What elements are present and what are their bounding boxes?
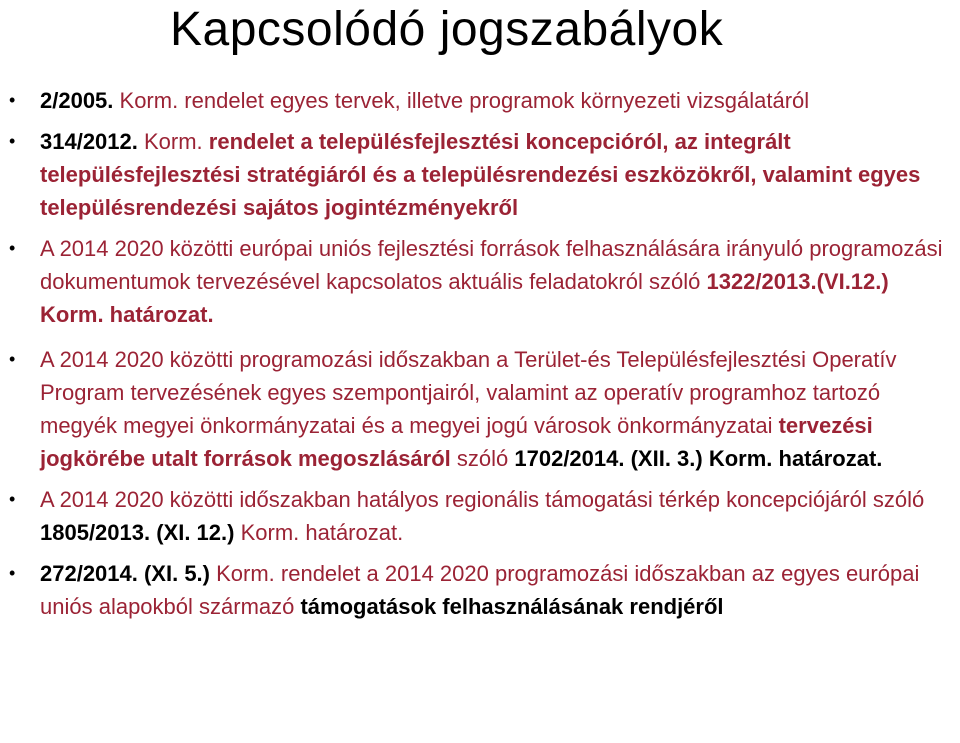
- bullet-icon: •: [9, 90, 16, 110]
- regulation-text: Korm. rendelet a 2014 2020 programozási időszakban az egyes európai uniós alapokból származó: [40, 561, 920, 619]
- regulation-text: Korm.: [137, 129, 209, 154]
- regulation-title: rendelet a településfejlesztési koncepcióról, az integrált településfejlesztési stratégiáról és a településrendezési eszközökről, valamint egyes településrendezési sajátos jogintézményekről: [40, 129, 921, 220]
- regulation-title: támogatások felhasználásának rendjéről: [300, 594, 724, 619]
- list-item: [0, 483, 960, 549]
- bullet-icon: •: [9, 489, 16, 509]
- regulation-text-2: szóló: [450, 446, 515, 471]
- regulation-text-2: Korm. határozat.: [234, 520, 404, 545]
- regulation-title: tervezési jogkörébe utalt források megoszlásáról: [40, 413, 873, 471]
- bullet-icon: •: [9, 131, 16, 151]
- slide-title: Kapcsolódó jogszabályok: [170, 3, 724, 56]
- regulation-number: 272/2014. (XI. 5.): [40, 561, 210, 586]
- regulation-text: Korm. rendelet egyes tervek, illetve programok környezeti vizsgálatáról: [113, 88, 810, 113]
- list-item: [0, 125, 960, 224]
- regulation-list: [0, 84, 960, 623]
- regulation-text: A 2014 2020 közötti európai uniós fejlesztési források felhasználására irányuló programozási dokumentumok tervezésével kapcsolatos aktuális feladatokról szóló: [40, 236, 943, 294]
- regulation-text: A 2014 2020 közötti programozási időszakban a Terület-és Településfejlesztési Operatív Program tervezésének egyes szempontjairól, valamint az operatív programhoz tartozó megyék megyei önkormányzatai és a megyei jogú városok önkormányzatai: [40, 347, 897, 438]
- bullet-icon: •: [9, 349, 16, 369]
- regulation-number: 2/2005.: [40, 88, 114, 113]
- bullet-icon: •: [9, 238, 16, 258]
- regulation-number: 314/2012.: [40, 129, 138, 154]
- regulation-text: A 2014 2020 közötti időszakban hatályos regionális támogatási térkép koncepciójáról szóló: [40, 487, 925, 512]
- bullet-icon: •: [9, 563, 16, 583]
- regulation-number: 1805/2013. (XI. 12.): [40, 520, 235, 545]
- list-item: [0, 343, 960, 475]
- list-item: [0, 84, 960, 117]
- list-item: [0, 232, 960, 331]
- list-item: [0, 557, 960, 623]
- regulation-number: 1322/2013.(VI.12.) Korm. határozat.: [40, 269, 889, 327]
- regulation-number: 1702/2014. (XII. 3.) Korm. határozat.: [514, 446, 883, 471]
